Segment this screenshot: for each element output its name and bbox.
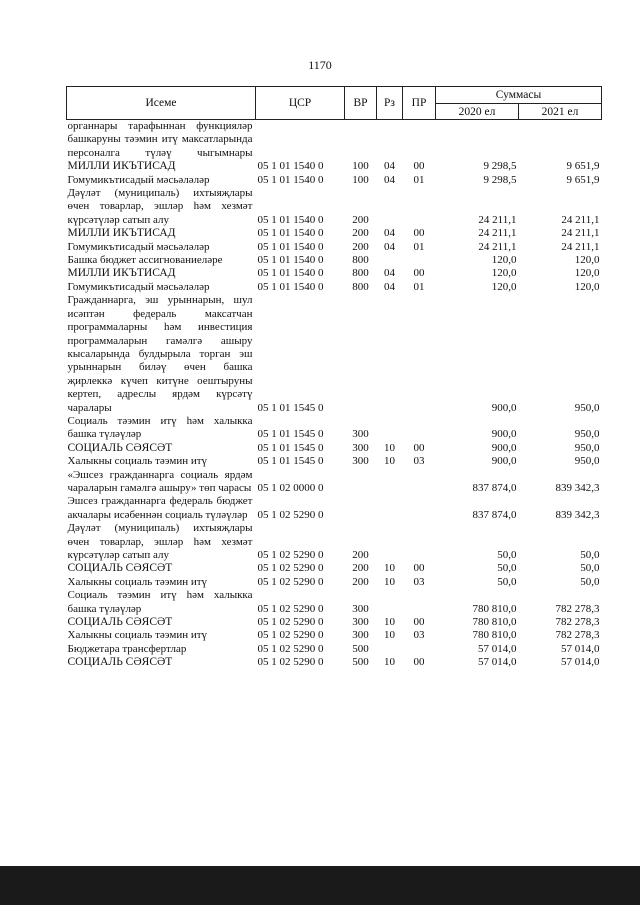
cell-pr: 01 xyxy=(413,173,425,186)
table-row xyxy=(67,616,602,629)
cell-csr: 05 1 02 5290 0 xyxy=(257,575,324,588)
cell-pr xyxy=(403,294,436,415)
cell-2020: 50,0 xyxy=(497,549,517,561)
table-row xyxy=(67,174,602,187)
cell-2020: 837 874,0 xyxy=(472,508,517,521)
cell-rz: 10 xyxy=(384,455,395,468)
cell-2021: 782 278,3 xyxy=(555,629,600,642)
table-row xyxy=(67,415,602,442)
cell-2021: 50,0 xyxy=(580,562,600,575)
cell-2020: 57 014,0 xyxy=(478,642,517,655)
cell-2021: 9 651,9 xyxy=(566,173,600,186)
table-row xyxy=(67,589,602,616)
cell-vr: 800 xyxy=(352,254,369,267)
cell-csr: 05 1 02 0000 0 xyxy=(257,481,324,494)
cell-pr: 01 xyxy=(413,280,425,293)
table-row xyxy=(67,187,602,227)
cell-name: Бюджетара трансфертлар xyxy=(67,642,187,655)
cell-csr: 05 1 01 1540 0 xyxy=(257,227,324,240)
cell-2021: 782 278,3 xyxy=(555,616,600,629)
cell-pr xyxy=(403,643,436,656)
cell-vr: 200 xyxy=(352,549,369,561)
cell-pr: 00 xyxy=(413,562,425,575)
cell-vr: 300 xyxy=(352,428,369,441)
table-row xyxy=(67,643,602,656)
cell-2021: 950,0 xyxy=(574,401,600,414)
cell-csr: 05 1 02 5290 0 xyxy=(257,642,324,655)
cell-2020: 9 298,5 xyxy=(483,173,517,186)
cell-rz: 04 xyxy=(384,173,395,186)
cell-rz: 10 xyxy=(384,562,395,575)
cell-name: МИЛЛИ ИКЪТИСАД xyxy=(67,160,176,173)
header-csr: ЦСР xyxy=(256,87,345,120)
cell-2020: 57 014,0 xyxy=(478,656,517,669)
cell-pr: 00 xyxy=(413,616,425,629)
cell-2021: 24 211,1 xyxy=(561,240,600,253)
cell-rz: 10 xyxy=(384,575,395,588)
cell-rz xyxy=(377,254,403,267)
table-row xyxy=(67,656,602,669)
cell-pr: 01 xyxy=(413,240,425,253)
cell-rz: 10 xyxy=(384,629,395,642)
cell-rz xyxy=(377,495,403,522)
cell-pr xyxy=(403,522,436,562)
cell-name: Халыкны социаль тәэмин итү xyxy=(67,455,208,468)
cell-rz: 10 xyxy=(384,441,395,454)
cell-name: Гражданнарга, эш урыннарын, шул исәптән федераль максатчан программаларны һәм инвестиция программаларын гамәлгә ашыру кысаларында булдырыла торган эш урыннарын биләү өчен башка җирлеккә күчеп китүне оештыруны кертеп, адреслы ярдәм күрсәтү чаралары xyxy=(67,294,253,414)
cell-name: Гомумикътисадый мәсьәләләр xyxy=(67,280,210,293)
cell-2020: 900,0 xyxy=(491,428,517,441)
cell-vr xyxy=(345,120,377,161)
cell-2020: 50,0 xyxy=(497,575,517,588)
cell-2020: 9 298,5 xyxy=(483,160,517,173)
table-row xyxy=(67,455,602,468)
cell-2020: 120,0 xyxy=(491,267,517,280)
cell-name: СОЦИАЛЬ СӘЯСӘТ xyxy=(67,616,173,629)
table-row xyxy=(67,562,602,575)
cell-name: Башка бюджет ассигнованиеләре xyxy=(67,254,223,267)
cell-name: Социаль тәэмин итү һәм халыкка башка түләүләр xyxy=(67,589,253,615)
header-year-2021: 2021 ел xyxy=(519,104,602,120)
cell-rz: 04 xyxy=(384,280,395,293)
cell-pr xyxy=(403,415,436,442)
table-row xyxy=(67,442,602,455)
cell-vr: 200 xyxy=(352,240,369,253)
cell-name: СОЦИАЛЬ СӘЯСӘТ xyxy=(67,441,173,454)
cell-2021: 120,0 xyxy=(574,280,600,293)
cell-pr xyxy=(403,469,436,496)
header-pr: ПР xyxy=(403,87,436,120)
header-vr: ВР xyxy=(345,87,377,120)
cell-rz xyxy=(377,187,403,227)
page-number: 1170 xyxy=(308,58,332,72)
cell-2020: 120,0 xyxy=(491,280,517,293)
cell-pr: 00 xyxy=(413,160,425,173)
table-row xyxy=(67,227,602,240)
cell-pr xyxy=(403,187,436,227)
cell-pr: 00 xyxy=(413,227,425,240)
cell-csr: 05 1 02 5290 0 xyxy=(257,629,324,642)
budget-table-container xyxy=(66,86,601,670)
budget-table xyxy=(66,86,602,670)
cell-name: «Эшсез гражданнарга социаль ярдәм чараларын гамәлгә ашыру» төп чарасы xyxy=(67,468,253,494)
cell-2020: 780 810,0 xyxy=(472,629,517,642)
cell-csr: 05 1 01 1540 0 xyxy=(257,160,324,173)
cell-2020: 24 211,1 xyxy=(478,213,517,226)
cell-2021: 57 014,0 xyxy=(561,656,600,669)
cell-csr: 05 1 02 5290 0 xyxy=(257,549,324,561)
table-row xyxy=(67,629,602,642)
cell-vr: 100 xyxy=(352,173,369,186)
table-row xyxy=(67,281,602,294)
cell-vr: 300 xyxy=(352,629,369,642)
cell-2021: 50,0 xyxy=(580,549,600,561)
cell-rz xyxy=(377,120,403,161)
cell-rz: 04 xyxy=(384,267,395,280)
cell-2021: 120,0 xyxy=(574,254,600,267)
cell-vr: 500 xyxy=(352,656,369,669)
cell-pr xyxy=(403,495,436,522)
cell-2020: 24 211,1 xyxy=(478,227,517,240)
cell-vr: 300 xyxy=(352,441,369,454)
header-name: Исеме xyxy=(67,87,256,120)
cell-name: Социаль тәэмин итү һәм халыкка башка түләүләр xyxy=(67,414,253,441)
cell-vr xyxy=(345,495,377,522)
cell-pr xyxy=(403,254,436,267)
cell-2021: 782 278,3 xyxy=(555,602,600,615)
cell-csr: 05 1 01 1545 0 xyxy=(257,428,324,441)
table-row xyxy=(67,120,602,161)
cell-name: Халыкны социаль тәэмин итү xyxy=(67,575,208,588)
cell-rz: 04 xyxy=(384,160,395,173)
cell-csr: 05 1 01 1540 0 xyxy=(257,240,324,253)
cell-2021 xyxy=(519,120,602,161)
cell-pr: 00 xyxy=(413,267,425,280)
table-row xyxy=(67,576,602,589)
cell-vr: 300 xyxy=(352,455,369,468)
cell-2021: 839 342,3 xyxy=(555,481,600,494)
cell-vr: 300 xyxy=(352,602,369,615)
scan-bottom-edge xyxy=(0,866,640,905)
table-header xyxy=(67,87,602,120)
cell-2021: 57 014,0 xyxy=(561,642,600,655)
cell-pr: 03 xyxy=(413,629,425,642)
cell-2020: 120,0 xyxy=(491,254,517,267)
table-row xyxy=(67,294,602,415)
cell-2021: 24 211,1 xyxy=(561,227,600,240)
cell-rz xyxy=(377,469,403,496)
cell-2021: 839 342,3 xyxy=(555,508,600,521)
cell-pr: 03 xyxy=(413,575,425,588)
cell-csr: 05 1 02 5290 0 xyxy=(257,656,324,669)
header-rz: Рз xyxy=(377,87,403,120)
cell-rz: 04 xyxy=(384,227,395,240)
cell-name: Гомумикътисадый мәсьәләләр xyxy=(67,173,210,186)
table-body xyxy=(67,120,602,670)
table-row xyxy=(67,469,602,496)
cell-rz xyxy=(377,643,403,656)
cell-csr: 05 1 02 5290 0 xyxy=(257,616,324,629)
cell-csr: 05 1 02 5290 0 xyxy=(257,562,324,575)
cell-csr: 05 1 01 1540 0 xyxy=(257,173,324,186)
cell-vr xyxy=(345,294,377,415)
cell-csr: 05 1 01 1540 0 xyxy=(257,280,324,293)
cell-csr: 05 1 01 1545 0 xyxy=(257,455,324,468)
cell-2020: 837 874,0 xyxy=(472,481,517,494)
cell-pr xyxy=(403,589,436,616)
cell-csr: 05 1 02 5290 0 xyxy=(257,508,324,521)
cell-name: Дәүләт (муниципаль) ихтыяҗлары өчен товарлар, эшләр һәм хезмәт күрсәтүләр сатып алу xyxy=(67,187,253,226)
cell-name: органнары тарафыннан функцияләр башкаруны тәэмин итү максатларында персоналга түләү чыгымнары xyxy=(67,120,253,159)
cell-vr: 800 xyxy=(352,280,369,293)
cell-2020: 780 810,0 xyxy=(472,616,517,629)
cell-name: Эшсез гражданнарга федераль бюджет акчалары исәбеннән социаль түләүләр xyxy=(67,495,253,521)
cell-rz: 10 xyxy=(384,616,395,629)
header-year-2020: 2020 ел xyxy=(436,104,519,120)
cell-csr xyxy=(256,120,345,161)
cell-csr: 05 1 01 1540 0 xyxy=(257,213,324,226)
cell-rz xyxy=(377,589,403,616)
cell-2021: 50,0 xyxy=(580,575,600,588)
cell-2020: 50,0 xyxy=(497,562,517,575)
cell-csr: 05 1 01 1545 0 xyxy=(257,401,324,414)
cell-rz xyxy=(377,294,403,415)
cell-vr: 200 xyxy=(352,227,369,240)
cell-rz xyxy=(377,522,403,562)
cell-name: СОЦИАЛЬ СӘЯСӘТ xyxy=(67,656,173,669)
table-row xyxy=(67,241,602,254)
cell-2020: 900,0 xyxy=(491,455,517,468)
cell-2021: 120,0 xyxy=(574,267,600,280)
cell-2021: 9 651,9 xyxy=(566,160,600,173)
cell-name: Дәүләт (муниципаль) ихтыяҗлары өчен товарлар, эшләр һәм хезмәт күрсәтүләр сатып алу xyxy=(67,522,253,561)
cell-name: МИЛЛИ ИКЪТИСАД xyxy=(67,267,176,280)
cell-pr: 00 xyxy=(413,441,425,454)
cell-2021: 950,0 xyxy=(574,428,600,441)
table-row xyxy=(67,495,602,522)
cell-name: Халыкны социаль тәэмин итү xyxy=(67,629,208,642)
cell-vr: 200 xyxy=(352,213,369,226)
cell-name: Гомумикътисадый мәсьәләләр xyxy=(67,240,210,253)
table-row xyxy=(67,254,602,267)
cell-vr: 200 xyxy=(352,575,369,588)
cell-name: СОЦИАЛЬ СӘЯСӘТ xyxy=(67,562,173,575)
cell-2020: 780 810,0 xyxy=(472,602,517,615)
cell-rz: 10 xyxy=(384,656,395,669)
cell-csr: 05 1 01 1545 0 xyxy=(257,441,324,454)
cell-pr: 00 xyxy=(413,656,425,669)
cell-2021: 24 211,1 xyxy=(561,213,600,226)
cell-vr: 500 xyxy=(352,642,369,655)
cell-pr xyxy=(403,120,436,161)
cell-vr: 300 xyxy=(352,616,369,629)
cell-vr: 800 xyxy=(352,267,369,280)
cell-name: МИЛЛИ ИКЪТИСАД xyxy=(67,227,176,240)
cell-2020: 900,0 xyxy=(491,401,517,414)
cell-rz: 04 xyxy=(384,240,395,253)
cell-pr: 03 xyxy=(413,455,425,468)
table-row xyxy=(67,160,602,173)
cell-csr: 05 1 02 5290 0 xyxy=(257,602,324,615)
cell-csr: 05 1 01 1540 0 xyxy=(257,267,324,280)
cell-csr: 05 1 01 1540 0 xyxy=(257,254,324,267)
cell-rz xyxy=(377,415,403,442)
table-row xyxy=(67,267,602,280)
cell-2021: 950,0 xyxy=(574,441,600,454)
cell-2021: 950,0 xyxy=(574,455,600,468)
cell-vr xyxy=(345,469,377,496)
table-row xyxy=(67,522,602,562)
header-sums: Суммасы xyxy=(436,87,602,104)
cell-2020 xyxy=(436,120,519,161)
cell-2020: 24 211,1 xyxy=(478,240,517,253)
cell-vr: 100 xyxy=(352,160,369,173)
cell-2020: 900,0 xyxy=(491,441,517,454)
cell-vr: 200 xyxy=(352,562,369,575)
